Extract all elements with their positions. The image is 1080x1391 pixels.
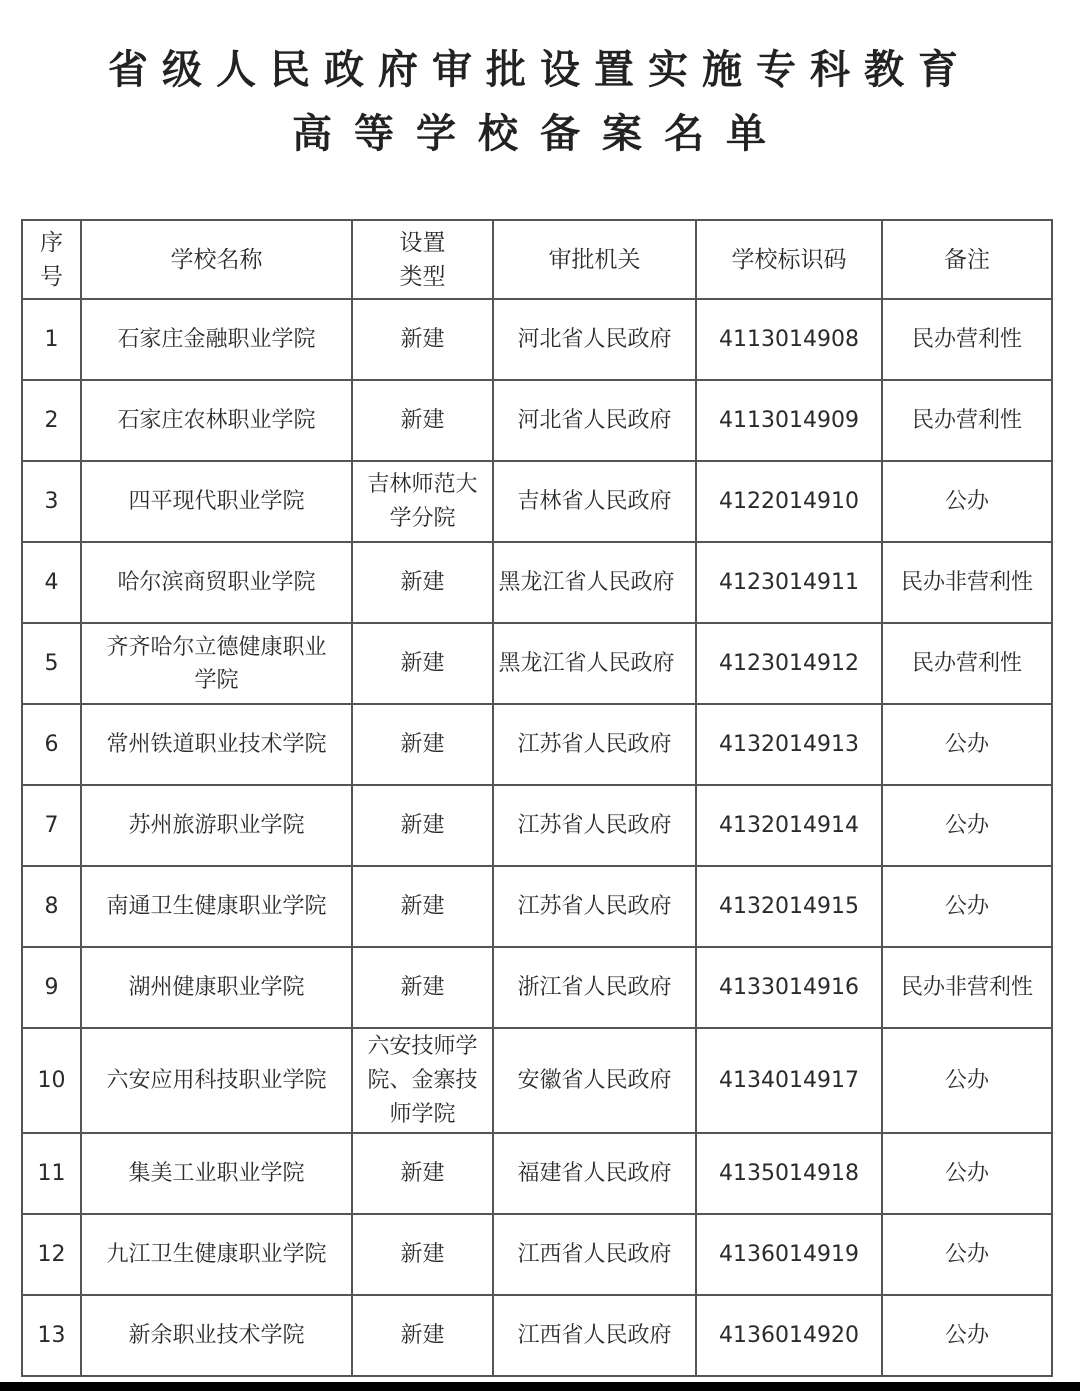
cell-remarks: 公办 — [882, 461, 1052, 542]
table-row — [22, 380, 1052, 461]
cell-remarks: 民办非营利性 — [882, 947, 1052, 1028]
cell-index: 7 — [22, 785, 81, 866]
cell-school-name: 石家庄金融职业学院 — [81, 299, 352, 380]
table-row — [22, 299, 1052, 380]
table-row — [22, 947, 1052, 1028]
cell-index: 4 — [22, 542, 81, 623]
cell-school-name: 苏州旅游职业学院 — [81, 785, 352, 866]
document-title-line1: 省级人民政府审批设置实施专科教育 — [108, 46, 972, 93]
cell-school-name: 集美工业职业学院 — [81, 1133, 352, 1214]
cell-approving-authority: 安徽省人民政府 — [493, 1028, 696, 1133]
cell-remarks: 民办营利性 — [882, 380, 1052, 461]
header-remarks: 备注 — [882, 220, 1052, 299]
table-row — [22, 704, 1052, 785]
table-row — [22, 1214, 1052, 1295]
cell-school-code: 4132014914 — [696, 785, 882, 866]
cell-setup-type: 新建 — [352, 866, 493, 947]
cell-index: 2 — [22, 380, 81, 461]
cell-setup-type: 新建 — [352, 299, 493, 380]
cell-index: 12 — [22, 1214, 81, 1295]
table-row — [22, 542, 1052, 623]
cell-remarks: 公办 — [882, 704, 1052, 785]
cell-setup-type: 六安技师学院、金寨技师学院 — [352, 1028, 493, 1133]
cell-approving-authority: 江苏省人民政府 — [493, 785, 696, 866]
school-roster-table — [21, 219, 1053, 1377]
cell-approving-authority: 河北省人民政府 — [493, 299, 696, 380]
cell-approving-authority: 黑龙江省人民政府 — [493, 623, 696, 704]
cell-school-code: 4135014918 — [696, 1133, 882, 1214]
document-title-line2: 高等学校备案名单 — [292, 110, 788, 157]
cell-approving-authority: 黑龙江省人民政府 — [493, 542, 696, 623]
cell-school-code: 4136014919 — [696, 1214, 882, 1295]
cell-approving-authority: 浙江省人民政府 — [493, 947, 696, 1028]
cell-school-code: 4113014909 — [696, 380, 882, 461]
cell-setup-type: 吉林师范大学分院 — [352, 461, 493, 542]
table-row — [22, 623, 1052, 704]
cell-school-name: 四平现代职业学院 — [81, 461, 352, 542]
cell-school-code: 4113014908 — [696, 299, 882, 380]
cell-school-code: 4134014917 — [696, 1028, 882, 1133]
cell-school-name: 齐齐哈尔立德健康职业学院 — [81, 623, 352, 704]
cell-setup-type: 新建 — [352, 623, 493, 704]
bottom-edge-bar — [0, 1382, 1080, 1391]
cell-school-code: 4133014916 — [696, 947, 882, 1028]
cell-remarks: 民办营利性 — [882, 299, 1052, 380]
cell-approving-authority: 江西省人民政府 — [493, 1295, 696, 1376]
cell-school-name: 哈尔滨商贸职业学院 — [81, 542, 352, 623]
cell-school-code: 4132014913 — [696, 704, 882, 785]
table-row — [22, 1295, 1052, 1376]
cell-school-code: 4132014915 — [696, 866, 882, 947]
cell-approving-authority: 福建省人民政府 — [493, 1133, 696, 1214]
table-row — [22, 1133, 1052, 1214]
cell-approving-authority: 河北省人民政府 — [493, 380, 696, 461]
cell-setup-type: 新建 — [352, 1295, 493, 1376]
cell-remarks: 公办 — [882, 866, 1052, 947]
header-index: 序号 — [22, 220, 81, 299]
header-approving-authority: 审批机关 — [493, 220, 696, 299]
cell-school-code: 4122014910 — [696, 461, 882, 542]
cell-index: 11 — [22, 1133, 81, 1214]
cell-school-name: 九江卫生健康职业学院 — [81, 1214, 352, 1295]
cell-school-name: 新余职业技术学院 — [81, 1295, 352, 1376]
header-setup-type: 设置类型 — [352, 220, 493, 299]
cell-setup-type: 新建 — [352, 380, 493, 461]
cell-school-code: 4123014911 — [696, 542, 882, 623]
table-row — [22, 785, 1052, 866]
cell-remarks: 公办 — [882, 785, 1052, 866]
cell-setup-type: 新建 — [352, 785, 493, 866]
table-row — [22, 461, 1052, 542]
cell-setup-type: 新建 — [352, 1133, 493, 1214]
cell-approving-authority: 江苏省人民政府 — [493, 704, 696, 785]
cell-approving-authority: 江苏省人民政府 — [493, 866, 696, 947]
cell-index: 3 — [22, 461, 81, 542]
cell-index: 13 — [22, 1295, 81, 1376]
cell-approving-authority: 江西省人民政府 — [493, 1214, 696, 1295]
cell-remarks: 公办 — [882, 1295, 1052, 1376]
cell-index: 9 — [22, 947, 81, 1028]
table-header-row — [22, 220, 1052, 299]
cell-index: 1 — [22, 299, 81, 380]
cell-school-name: 六安应用科技职业学院 — [81, 1028, 352, 1133]
cell-index: 8 — [22, 866, 81, 947]
cell-index: 5 — [22, 623, 81, 704]
cell-remarks: 民办非营利性 — [882, 542, 1052, 623]
cell-setup-type: 新建 — [352, 542, 493, 623]
table-row — [22, 866, 1052, 947]
cell-school-name: 常州铁道职业技术学院 — [81, 704, 352, 785]
header-school-name: 学校名称 — [81, 220, 352, 299]
cell-school-code: 4136014920 — [696, 1295, 882, 1376]
cell-remarks: 民办营利性 — [882, 623, 1052, 704]
table-body — [22, 299, 1052, 1376]
cell-setup-type: 新建 — [352, 1214, 493, 1295]
cell-remarks: 公办 — [882, 1028, 1052, 1133]
table-row — [22, 1028, 1052, 1133]
cell-school-name: 南通卫生健康职业学院 — [81, 866, 352, 947]
cell-school-name: 石家庄农林职业学院 — [81, 380, 352, 461]
cell-index: 6 — [22, 704, 81, 785]
cell-setup-type: 新建 — [352, 704, 493, 785]
cell-school-name: 湖州健康职业学院 — [81, 947, 352, 1028]
cell-remarks: 公办 — [882, 1214, 1052, 1295]
cell-setup-type: 新建 — [352, 947, 493, 1028]
cell-remarks: 公办 — [882, 1133, 1052, 1214]
header-school-code: 学校标识码 — [696, 220, 882, 299]
cell-index: 10 — [22, 1028, 81, 1133]
cell-approving-authority: 吉林省人民政府 — [493, 461, 696, 542]
cell-school-code: 4123014912 — [696, 623, 882, 704]
